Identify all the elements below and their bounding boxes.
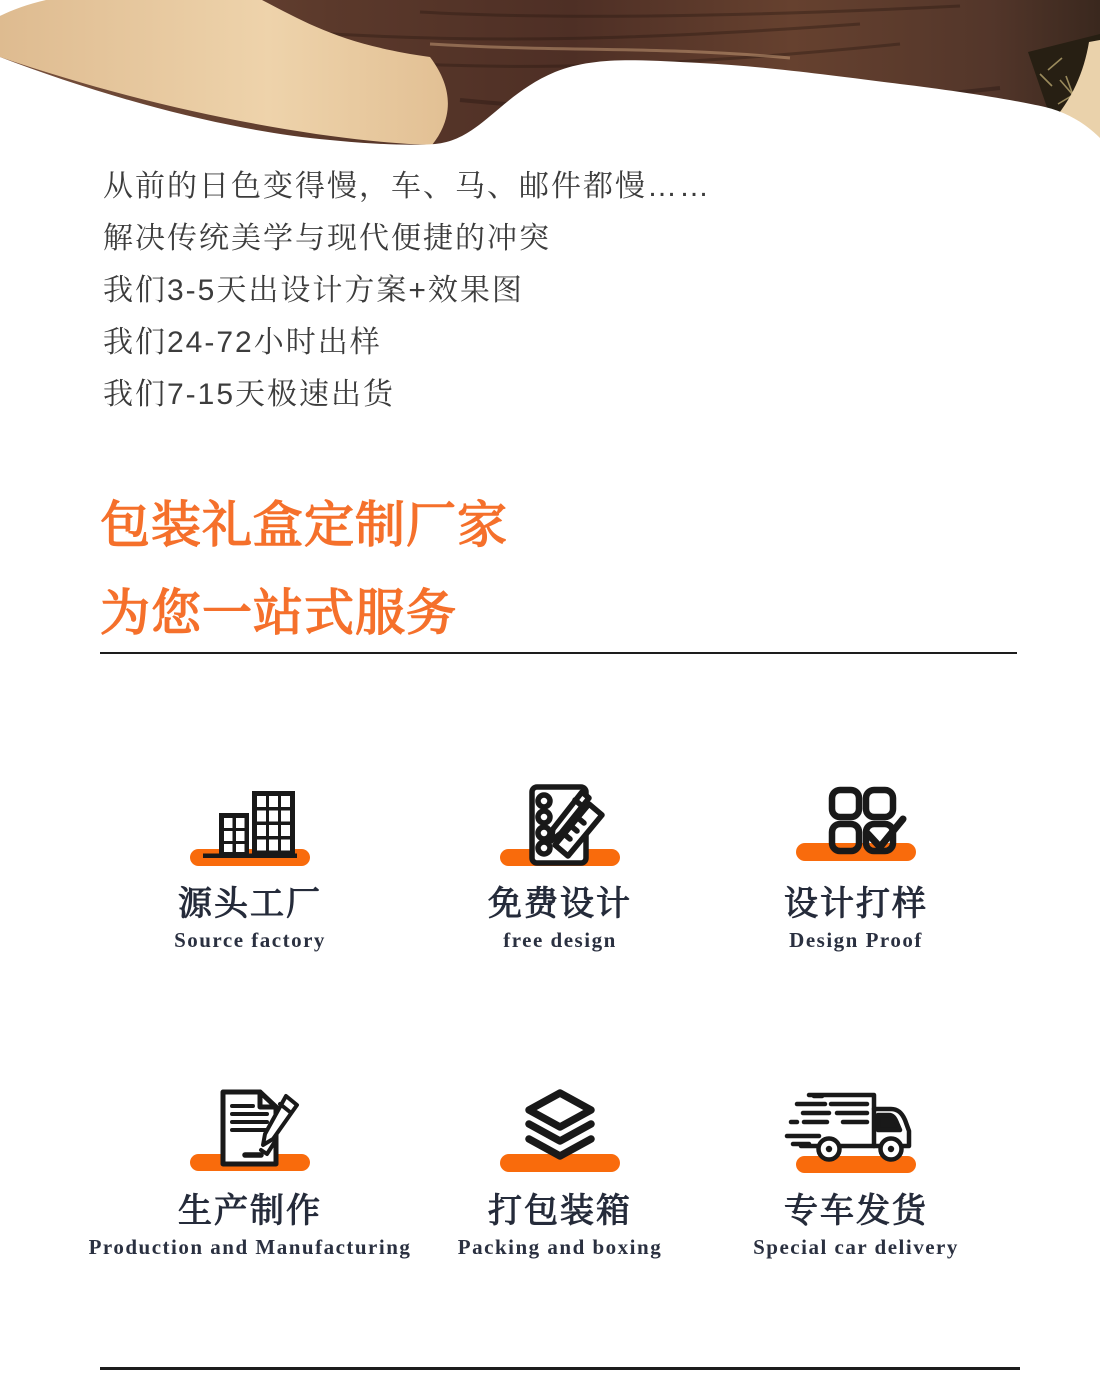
service-item-delivery (676, 1084, 1036, 1260)
service-subtitle: Packing and boxing (457, 1235, 663, 1259)
service-title: 专车发货 (784, 1193, 928, 1230)
hero-photo (0, 0, 1100, 170)
service-subtitle: Production and Manufacturing (88, 1235, 412, 1259)
headline-line-1: 包装礼盒定制厂家 (100, 497, 508, 553)
service-item-production (70, 1084, 430, 1260)
service-title: 免费设计 (488, 886, 632, 923)
intro-line: 解决传统美学与现代便捷的冲突 (103, 222, 551, 255)
delivery-truck-icon (781, 1084, 931, 1184)
service-item-source-factory (70, 777, 430, 953)
intro-line: 从前的日色变得慢，车、马、邮件都慢…… (103, 170, 711, 203)
service-subtitle: Source factory (174, 928, 326, 952)
service-subtitle: Design Proof (789, 928, 923, 952)
service-title: 设计打样 (784, 886, 928, 923)
service-subtitle: Special car delivery (753, 1235, 959, 1259)
intro-paragraph (103, 161, 1003, 421)
stacked-layers-icon (485, 1084, 635, 1184)
document-pencil-icon (175, 1084, 325, 1184)
factory-buildings-icon (175, 777, 325, 877)
section-headline (100, 481, 1000, 657)
intro-line: 我们7-15天极速出货 (103, 378, 396, 411)
divider (100, 1367, 1020, 1370)
intro-line: 我们24-72小时出样 (103, 326, 382, 359)
intro-line: 我们3-5天出设计方案+效果图 (103, 274, 524, 307)
service-item-design-proof (676, 777, 1036, 953)
design-clipboard-pen-ruler-icon (485, 777, 635, 877)
service-title: 生产制作 (178, 1193, 322, 1230)
proof-grid-check-icon (781, 777, 931, 877)
service-title: 打包装箱 (488, 1193, 632, 1230)
wood-photo-illustration (0, 0, 1100, 170)
service-subtitle: free design (503, 928, 617, 952)
headline-line-2: 为您一站式服务 (100, 585, 457, 641)
divider (100, 652, 1017, 654)
service-title: 源头工厂 (178, 886, 322, 923)
